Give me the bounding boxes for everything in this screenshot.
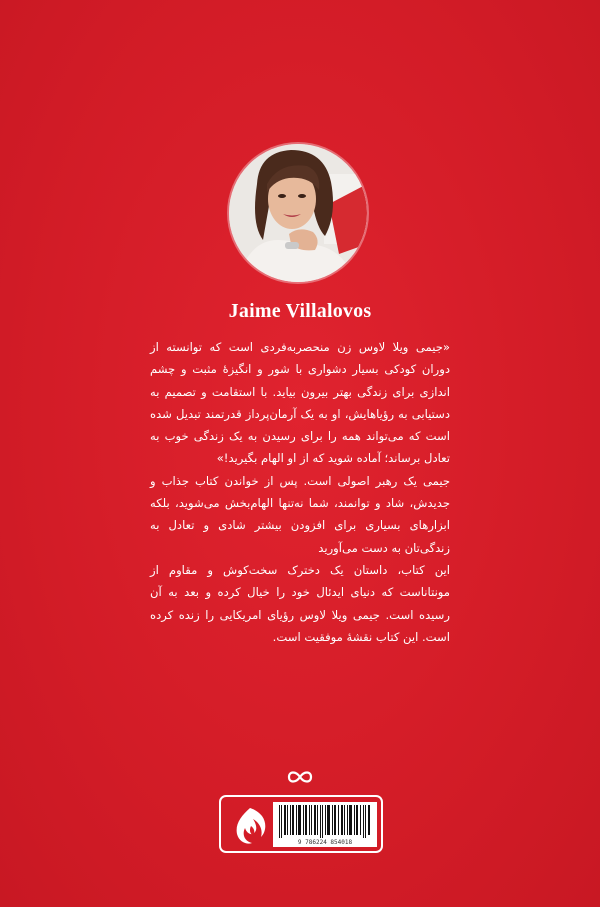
blurb-paragraph: «جیمی ویلا لاوس زن منحصربه‌فردی است که توانسته از دوران کودکی بسیار دشواری با شور و انگیزهٔ مثبت و چشم اندازی برای زندگی بهتر بیرون بیاید. با استقامت و تصمیم به دستیابی به رؤیاهایش، او به یک آرمان‌پرداز قدرتمند تبدیل شده است که می‌تواند همه را برای رسیدن به یک زندگی خوب به تعادل برساند؛ آماده شوید که از او الهام بگیرید!»: [150, 340, 450, 466]
author-name: Jaime Villalovos: [228, 300, 372, 322]
infinity-icon: [285, 768, 315, 786]
blurb-paragraph: جیمی یک رهبر اصولی است. پس از خواندن کتاب جذاب و جدیدش، شاد و توانمند، شما نه‌تنها الهام‌بخش می‌شوید، بلکه ابزارهای بسیاری برای افزودن بیشتر شادی و تعادل به زندگی‌تان به دست می‌آورید: [150, 473, 450, 555]
flame-logo: [231, 806, 269, 846]
publisher-box: [219, 795, 383, 853]
barcode-number: 9 786224 854018: [273, 838, 377, 847]
blurb-paragraph: این کتاب، داستان یک دخترک سخت‌کوش و مقاوم از مونتاناست که دنیای ایدئال خود را خیال کرده و بعد به آن رسیده است. جیمی ویلا لاوس رؤیای امریکایی را زنده کرده است. این کتاب نقشهٔ موفقیت است.: [150, 562, 450, 644]
author-portrait: [229, 144, 367, 282]
blurb-text: [150, 336, 450, 648]
